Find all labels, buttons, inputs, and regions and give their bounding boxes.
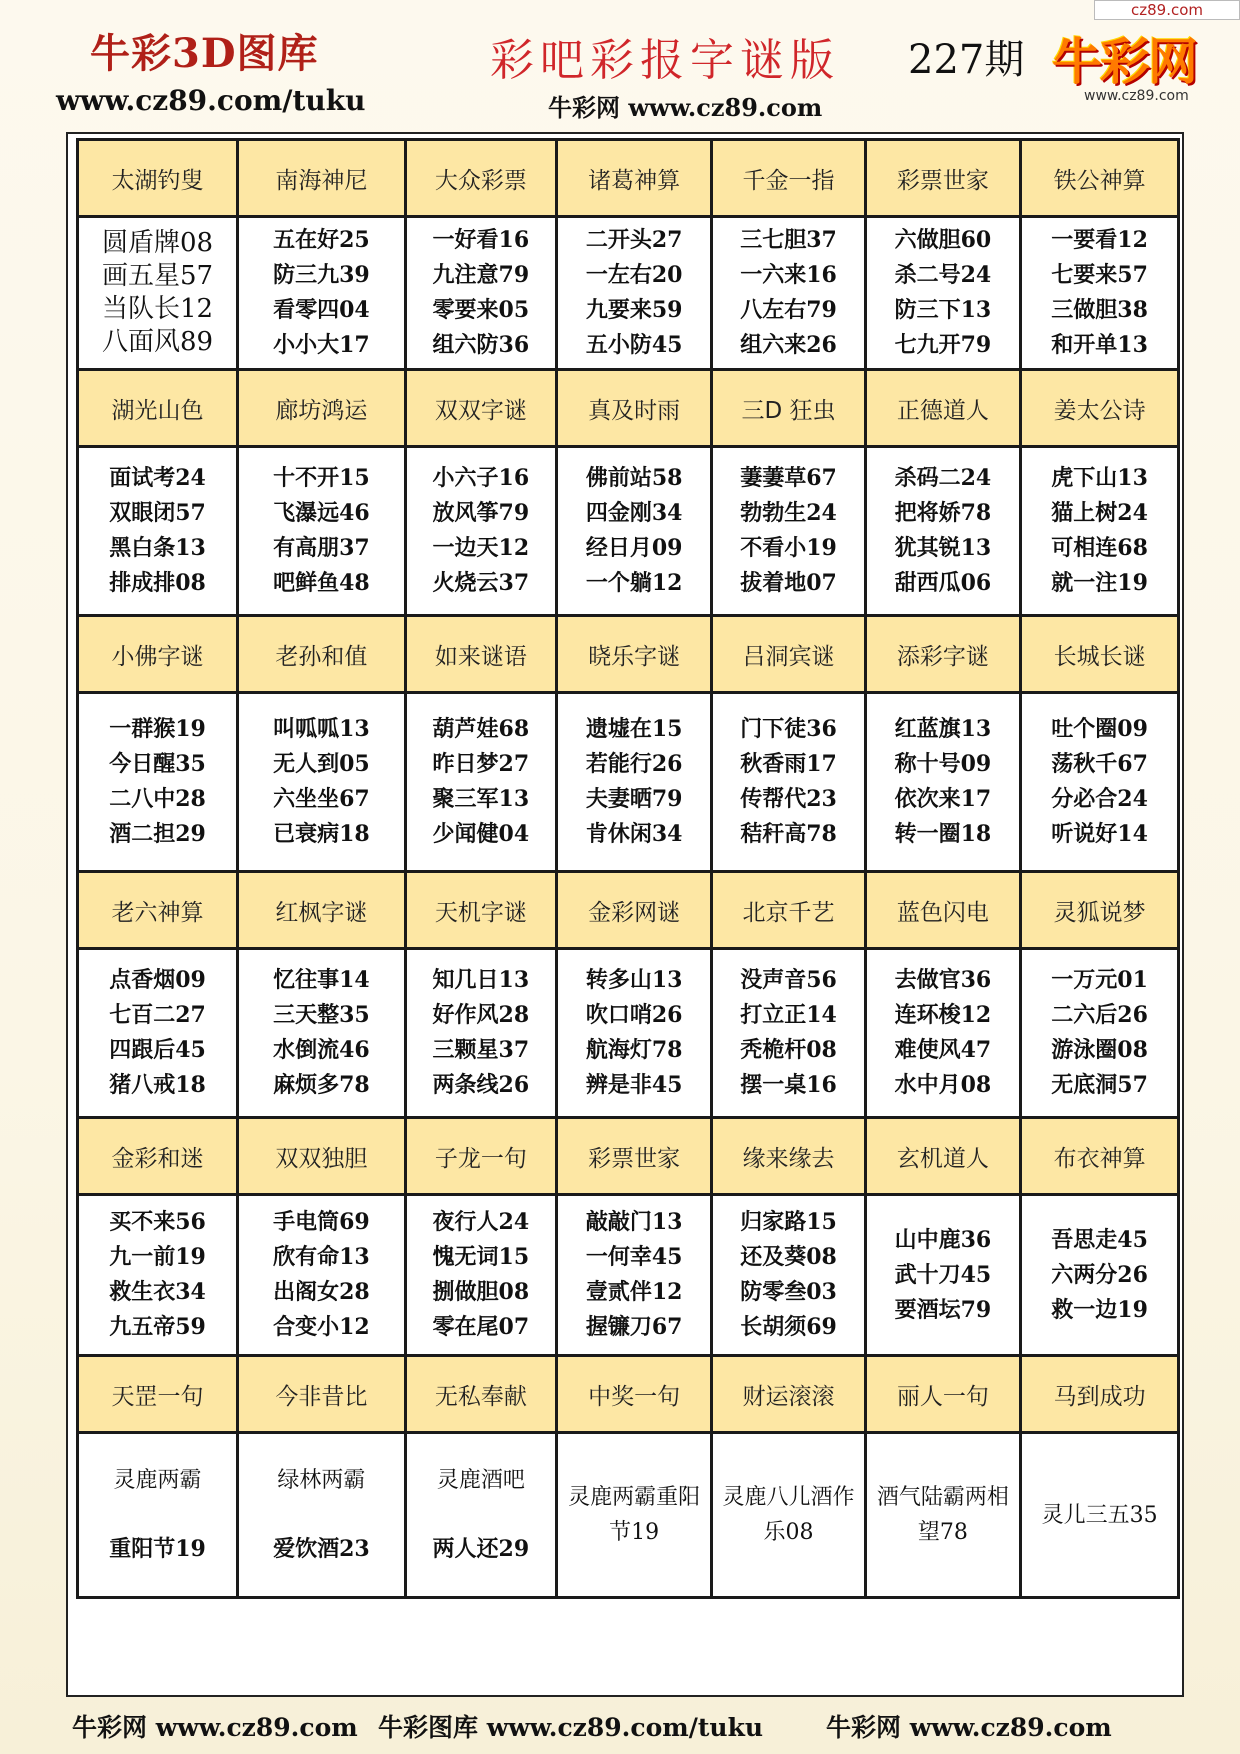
riddle-line: 一群猴19	[109, 716, 206, 742]
riddle-cell	[1021, 949, 1179, 1118]
column-header: 蓝色闪电	[865, 872, 1021, 949]
riddle-line: 知几日13	[432, 967, 530, 993]
riddle-line: 吧鲜鱼48	[273, 570, 370, 596]
site-title: 牛彩3D图库	[90, 30, 319, 77]
riddle-line: 听说好14	[1051, 821, 1148, 847]
brand-logo	[1044, 22, 1204, 112]
riddle-line: 转一圈18	[894, 821, 992, 847]
riddle-cell	[78, 949, 238, 1118]
riddle-line: 虎下山13	[1051, 465, 1148, 491]
riddle-line: 爱饮酒23	[273, 1536, 370, 1562]
riddle-line: 葫芦娃68	[432, 716, 530, 742]
riddle-cell	[405, 1433, 556, 1598]
riddle-cell	[405, 447, 556, 616]
column-header: 缘来缘去	[712, 1118, 865, 1195]
riddle-line: 画五星57	[101, 261, 214, 291]
riddle-line: 壹贰伴12	[585, 1279, 683, 1305]
riddle-line: 航海灯78	[585, 1037, 683, 1063]
footer-link-left[interactable]: 牛彩网 www.cz89.com	[72, 1713, 358, 1742]
riddle-cell	[78, 693, 238, 872]
column-header: 大众彩票	[405, 140, 556, 217]
header-row	[78, 1356, 1179, 1433]
riddle-line: 三天整35	[273, 1002, 370, 1028]
riddle-cell	[865, 447, 1021, 616]
logo-url: www.cz89.com	[1084, 88, 1189, 104]
column-header: 千金一指	[712, 140, 865, 217]
riddle-line: 一左右20	[585, 262, 683, 288]
riddle-line: 夜行人24	[432, 1209, 530, 1235]
riddle-line: 秋香雨17	[740, 751, 837, 777]
column-header: 彩票世家	[865, 140, 1021, 217]
riddle-line: 好作风28	[432, 1002, 530, 1028]
riddle-line: 水倒流46	[273, 1037, 370, 1063]
riddle-sentence: 灵鹿八儿酒作乐08	[722, 1485, 855, 1545]
riddle-line: 灵鹿酒吧	[436, 1468, 525, 1493]
riddle-line: 防零叁03	[740, 1279, 837, 1305]
riddle-cell	[78, 217, 238, 370]
riddle-line: 吹口哨26	[585, 1002, 683, 1028]
riddle-cell	[78, 1433, 238, 1598]
riddle-line: 重阳节19	[109, 1536, 206, 1562]
riddle-cell	[865, 949, 1021, 1118]
riddle-line: 一万元01	[1051, 967, 1148, 993]
riddle-line: 酒二担29	[109, 821, 206, 847]
riddle-line: 猪八戒18	[109, 1072, 206, 1098]
riddle-line: 防三九39	[273, 262, 370, 288]
edition-title: 彩吧彩报字谜版	[490, 35, 840, 86]
content-row	[78, 217, 1179, 370]
riddle-cell	[712, 447, 865, 616]
column-header: 天罡一句	[78, 1356, 238, 1433]
riddle-line: 佛前站58	[585, 465, 683, 491]
riddle-cell	[712, 1433, 865, 1598]
riddle-sentence: 灵鹿两霸重阳节19	[568, 1485, 701, 1545]
riddle-line: 吐个圈09	[1051, 716, 1148, 742]
riddle-line: 一六来16	[740, 262, 837, 288]
column-header: 如来谜语	[405, 616, 556, 693]
content-row	[78, 447, 1179, 616]
riddle-cell	[865, 217, 1021, 370]
riddle-line: 遗墟在15	[585, 716, 683, 742]
riddle-cell	[405, 217, 556, 370]
riddle-line: 有高朋37	[273, 535, 370, 561]
column-header: 彩票世家	[556, 1118, 712, 1195]
riddle-cell	[238, 693, 406, 872]
riddle-line: 握镰刀67	[585, 1314, 683, 1340]
riddle-line: 九要来59	[585, 297, 683, 323]
riddle-line: 若能行26	[585, 751, 683, 777]
column-header: 布衣神算	[1021, 1118, 1179, 1195]
riddle-line: 转多山13	[585, 967, 683, 993]
riddle-cell	[238, 217, 406, 370]
riddle-line: 双眼闭57	[109, 500, 206, 526]
riddle-cell	[1021, 1195, 1179, 1356]
riddle-line: 勃勃生24	[740, 500, 837, 526]
riddle-cell	[1021, 693, 1179, 872]
riddle-line: 把将娇78	[894, 500, 992, 526]
header-row	[78, 370, 1179, 447]
riddle-line: 和开单13	[1051, 332, 1148, 358]
riddle-cell	[712, 693, 865, 872]
riddle-line: 买不来56	[109, 1209, 206, 1235]
logo-wordmark: 牛彩网	[1052, 33, 1196, 91]
riddle-line: 一要看12	[1051, 227, 1148, 253]
column-header: 太湖钓叟	[78, 140, 238, 217]
riddle-line: 传帮代23	[740, 786, 837, 812]
riddle-line: 两条线26	[432, 1072, 530, 1098]
riddle-line: 小六子16	[432, 465, 530, 491]
riddle-line: 愧无词15	[432, 1244, 530, 1270]
riddle-line: 七百二27	[109, 1002, 206, 1028]
column-header: 马到成功	[1021, 1356, 1179, 1433]
column-header: 中奖一句	[556, 1356, 712, 1433]
riddle-sentence: 灵儿三五35	[1041, 1502, 1158, 1528]
footer-link-middle[interactable]: 牛彩图库 www.cz89.com/tuku	[378, 1713, 764, 1742]
riddle-line: 一好看16	[432, 227, 530, 253]
riddle-line: 六做胆60	[894, 227, 992, 253]
column-header: 金彩和迷	[78, 1118, 238, 1195]
riddle-line: 当队长12	[101, 294, 214, 324]
riddle-cell	[1021, 217, 1179, 370]
riddle-line: 六坐坐67	[273, 786, 370, 812]
riddle-sentence: 酒气陆霸两相望78	[876, 1485, 1009, 1545]
column-header: 灵狐说梦	[1021, 872, 1179, 949]
riddle-line: 六两分26	[1051, 1261, 1148, 1288]
riddle-cell	[1021, 1433, 1179, 1598]
riddle-line: 十不开15	[273, 465, 370, 491]
column-header: 铁公神算	[1021, 140, 1179, 217]
riddle-line: 敲敲门13	[585, 1209, 683, 1235]
riddle-cell	[238, 949, 406, 1118]
footer-link-right[interactable]: 牛彩网 www.cz89.com	[826, 1713, 1112, 1742]
riddle-line: 两人还29	[432, 1536, 530, 1562]
riddle-line: 游泳圈08	[1051, 1037, 1148, 1063]
riddle-line: 二八中28	[109, 786, 206, 812]
riddle-line: 绿林两霸	[277, 1468, 366, 1493]
riddle-line: 二六后26	[1051, 1002, 1148, 1028]
riddle-line: 武十刀45	[894, 1261, 992, 1288]
riddle-cell	[556, 949, 712, 1118]
riddle-line: 杀二号24	[894, 262, 992, 288]
riddle-cell	[556, 447, 712, 616]
content-row	[78, 1195, 1179, 1356]
riddle-line: 连环梭12	[894, 1002, 992, 1028]
column-header: 天机字谜	[405, 872, 556, 949]
riddle-line: 三做胆38	[1051, 297, 1148, 323]
riddle-cell	[405, 1195, 556, 1356]
riddle-line: 不看小19	[740, 535, 837, 561]
riddle-line: 夫妻晒79	[585, 786, 683, 812]
content-row	[78, 1433, 1179, 1598]
column-header: 财运滚滚	[712, 1356, 865, 1433]
riddle-line: 难使风47	[894, 1037, 992, 1063]
riddle-line: 经日月09	[585, 535, 683, 561]
riddle-line: 黑白条13	[109, 535, 206, 561]
riddle-line: 一何幸45	[585, 1244, 683, 1270]
riddle-line: 要酒坛79	[894, 1296, 992, 1323]
column-header: 老六神算	[78, 872, 238, 949]
riddle-line: 零在尾07	[432, 1314, 530, 1340]
line-spacer	[407, 1498, 555, 1532]
content-row	[78, 693, 1179, 872]
column-header: 廊坊鸿运	[238, 370, 406, 447]
riddle-line: 杀码二24	[894, 465, 992, 491]
riddle-line: 已衰病18	[273, 821, 370, 847]
column-header: 添彩字谜	[865, 616, 1021, 693]
riddle-line: 组六防36	[432, 332, 530, 358]
header-row	[78, 1118, 1179, 1195]
riddle-line: 九注意79	[432, 262, 530, 288]
column-header: 丽人一句	[865, 1356, 1021, 1433]
riddle-line: 出阁女28	[273, 1279, 370, 1305]
riddle-line: 秸秆高78	[740, 821, 837, 847]
riddle-line: 九一前19	[109, 1244, 206, 1270]
riddle-line: 分必合24	[1051, 786, 1148, 812]
column-header: 双双字谜	[405, 370, 556, 447]
riddle-line: 手电筒69	[273, 1209, 370, 1235]
riddle-cell	[865, 693, 1021, 872]
riddle-line: 忆往事14	[273, 967, 370, 993]
riddle-line: 救生衣34	[109, 1279, 206, 1305]
line-spacer	[79, 1498, 236, 1532]
riddle-line: 点香烟09	[109, 967, 206, 993]
riddle-line: 萋萋草67	[740, 465, 837, 491]
riddle-line: 放风筝79	[432, 500, 530, 526]
riddle-line: 三颗星37	[432, 1037, 530, 1063]
riddle-line: 肯休闲34	[585, 821, 683, 847]
column-header: 姜太公诗	[1021, 370, 1179, 447]
riddle-line: 麻烦多78	[273, 1072, 370, 1098]
issue-number: 227期	[908, 37, 1025, 83]
column-header: 玄机道人	[865, 1118, 1021, 1195]
riddle-table	[76, 138, 1180, 1599]
riddle-line: 火烧云37	[432, 570, 530, 596]
riddle-line: 合变小12	[273, 1314, 370, 1340]
column-header: 吕洞宾谜	[712, 616, 865, 693]
column-header: 三D 狂虫	[712, 370, 865, 447]
line-spacer	[239, 1498, 404, 1532]
riddle-cell	[712, 949, 865, 1118]
riddle-line: 七要来57	[1051, 262, 1148, 288]
riddle-cell	[405, 693, 556, 872]
riddle-line: 荡秋千67	[1051, 751, 1148, 777]
riddle-line: 长胡须69	[740, 1314, 837, 1340]
header-row	[78, 140, 1179, 217]
riddle-line: 看零四04	[273, 297, 370, 323]
riddle-line: 欣有命13	[273, 1244, 370, 1270]
riddle-line: 八面风89	[101, 327, 214, 357]
corner-url-badge[interactable]: cz89.com	[1094, 0, 1240, 20]
column-header: 南海神尼	[238, 140, 406, 217]
riddle-line: 飞瀑远46	[273, 500, 370, 526]
riddle-line: 无底洞57	[1051, 1072, 1148, 1098]
riddle-line: 水中月08	[894, 1072, 992, 1098]
riddle-cell	[238, 1195, 406, 1356]
riddle-line: 山中鹿36	[894, 1226, 992, 1253]
riddle-cell	[712, 1195, 865, 1356]
riddle-line: 今日醒35	[109, 751, 206, 777]
riddle-cell	[556, 693, 712, 872]
column-header: 湖光山色	[78, 370, 238, 447]
riddle-line: 捌做胆08	[432, 1279, 530, 1305]
riddle-line: 排成排08	[109, 570, 206, 596]
riddle-line: 还及葵08	[740, 1244, 837, 1270]
riddle-line: 防三下13	[894, 297, 992, 323]
riddle-line: 叫呱呱13	[273, 716, 370, 742]
riddle-line: 昨日梦27	[432, 751, 530, 777]
riddle-cell	[238, 1433, 406, 1598]
riddle-cell	[78, 447, 238, 616]
riddle-line: 三七胆37	[740, 227, 837, 253]
riddle-line: 聚三军13	[432, 786, 530, 812]
column-header: 金彩网谜	[556, 872, 712, 949]
riddle-line: 面试考24	[109, 465, 206, 491]
riddle-cell	[556, 1195, 712, 1356]
column-header: 真及时雨	[556, 370, 712, 447]
riddle-line: 红蓝旗13	[894, 716, 992, 742]
riddle-line: 组六来26	[740, 332, 837, 358]
riddle-cell	[556, 1433, 712, 1598]
column-header: 红枫字谜	[238, 872, 406, 949]
column-header: 诸葛神算	[556, 140, 712, 217]
riddle-line: 归家路15	[740, 1209, 837, 1235]
riddle-line: 依次来17	[894, 786, 992, 812]
riddle-line: 小小大17	[273, 332, 370, 358]
content-row	[78, 949, 1179, 1118]
riddle-line: 七九开79	[894, 332, 992, 358]
riddle-cell	[865, 1195, 1021, 1356]
riddle-line: 四跟后45	[109, 1037, 206, 1063]
riddle-line: 一个躺12	[585, 570, 683, 596]
riddle-line: 五在好25	[273, 227, 370, 253]
riddle-line: 九五帝59	[109, 1314, 206, 1340]
riddle-line: 圆盾牌08	[101, 228, 214, 258]
riddle-line: 拔着地07	[740, 570, 837, 596]
riddle-line: 可相连68	[1051, 535, 1148, 561]
column-header: 正德道人	[865, 370, 1021, 447]
riddle-line: 门下徒36	[740, 716, 837, 742]
riddle-line: 就一注19	[1051, 570, 1148, 596]
riddle-line: 犹其锐13	[894, 535, 992, 561]
column-header: 无私奉献	[405, 1356, 556, 1433]
site-url[interactable]: www.cz89.com/tuku	[56, 84, 366, 117]
riddle-line: 猫上树24	[1051, 500, 1148, 526]
riddle-line: 八左右79	[740, 297, 837, 323]
riddle-cell	[865, 1433, 1021, 1598]
riddle-line: 五小防45	[585, 332, 683, 358]
riddle-cell	[238, 447, 406, 616]
riddle-line: 灵鹿两霸	[113, 1468, 202, 1493]
column-header: 今非昔比	[238, 1356, 406, 1433]
riddle-line: 没声音56	[740, 967, 837, 993]
riddle-line: 打立正14	[740, 1002, 837, 1028]
riddle-cell	[556, 217, 712, 370]
column-header: 子龙一句	[405, 1118, 556, 1195]
column-header: 北京千艺	[712, 872, 865, 949]
center-site-url[interactable]: 牛彩网 www.cz89.com	[548, 93, 823, 122]
riddle-cell	[1021, 447, 1179, 616]
riddle-line: 四金刚34	[585, 500, 683, 526]
riddle-line: 零要来05	[432, 297, 530, 323]
riddle-line: 辨是非45	[585, 1072, 683, 1098]
column-header: 双双独胆	[238, 1118, 406, 1195]
riddle-line: 去做官36	[894, 967, 992, 993]
column-header: 长城长谜	[1021, 616, 1179, 693]
column-header: 晓乐字谜	[556, 616, 712, 693]
riddle-line: 二开头27	[585, 227, 683, 253]
riddle-line: 少闻健04	[432, 821, 530, 847]
riddle-line: 无人到05	[273, 751, 370, 777]
riddle-line: 吾思走45	[1051, 1226, 1148, 1253]
riddle-cell	[78, 1195, 238, 1356]
riddle-cell	[712, 217, 865, 370]
riddle-line: 秃桅杆08	[740, 1037, 837, 1063]
riddle-cell	[405, 949, 556, 1118]
column-header: 小佛字谜	[78, 616, 238, 693]
riddle-line: 称十号09	[894, 751, 992, 777]
header-row	[78, 872, 1179, 949]
riddle-line: 救一边19	[1051, 1296, 1148, 1323]
column-header: 老孙和值	[238, 616, 406, 693]
riddle-line: 摆一桌16	[740, 1072, 837, 1098]
header-row	[78, 616, 1179, 693]
riddle-line: 甜西瓜06	[894, 570, 992, 596]
riddle-line: 一边天12	[432, 535, 530, 561]
